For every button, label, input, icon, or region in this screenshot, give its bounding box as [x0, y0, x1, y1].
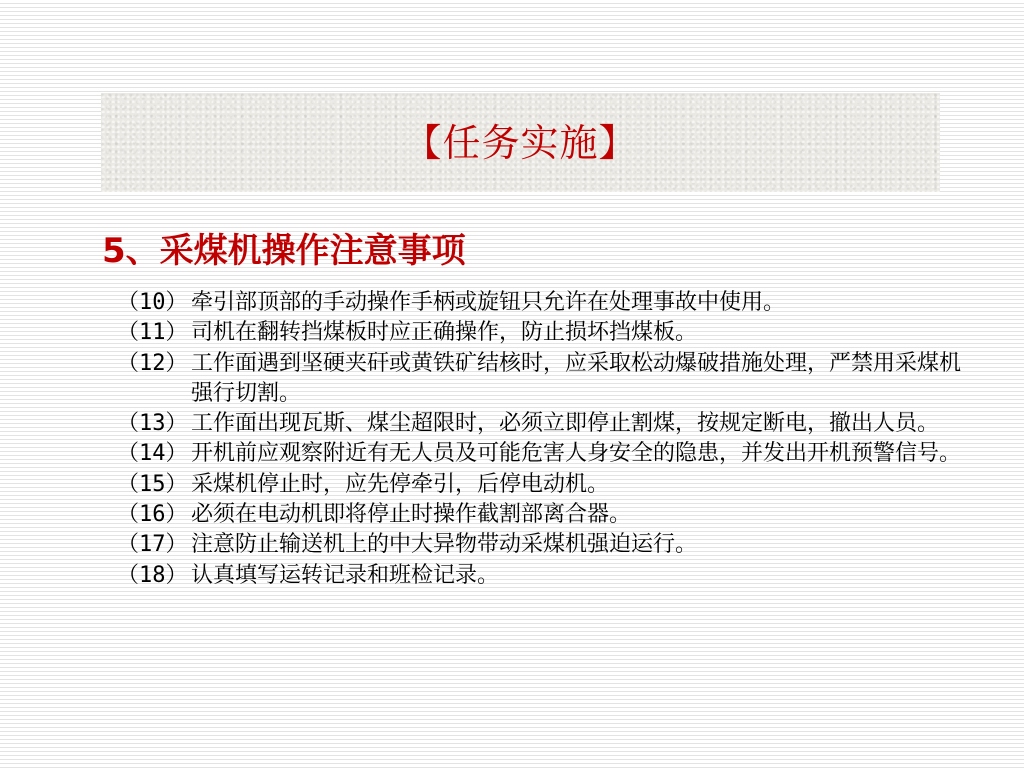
item-text: 必须在电动机即将停止时操作截割部离合器。	[191, 502, 632, 528]
list-item	[117, 561, 977, 591]
item-text: 工作面出现瓦斯、煤尘超限时，必须立即停止割煤，按规定断电，撤出人员。	[191, 411, 940, 437]
title-banner	[101, 93, 940, 192]
item-text: 开机前应观察附近有无人员及可能危害人身安全的隐患，并发出开机预警信号。	[191, 441, 962, 467]
item-number: （15）	[117, 471, 188, 497]
list-item	[117, 470, 977, 500]
list-item	[117, 500, 977, 530]
item-number: （13）	[117, 411, 188, 437]
precautions-list	[117, 288, 977, 591]
item-number: （18）	[117, 562, 188, 588]
slide-title: 【任务实施】	[403, 120, 638, 165]
item-text: 工作面遇到坚硬夹矸或黄铁矿结核时，应采取松动爆破措施处理，严禁用采煤机强行切割。	[191, 350, 962, 406]
item-number: （12）	[117, 350, 188, 376]
list-item	[117, 439, 977, 469]
item-text: 牵引部顶部的手动操作手柄或旋钮只允许在处理事故中使用。	[191, 290, 786, 315]
list-item	[117, 318, 977, 348]
item-text: 采煤机停止时，应先停牵引，后停电动机。	[191, 471, 610, 497]
item-number: （11）	[117, 320, 188, 346]
item-text: 认真填写运转记录和班检记录。	[191, 562, 500, 588]
list-item	[117, 530, 977, 560]
item-number: （10）	[117, 290, 188, 315]
list-item	[117, 349, 977, 410]
item-text: 注意防止输送机上的中大异物带动采煤机强迫运行。	[191, 532, 698, 558]
section-heading: 5、采煤机操作注意事项	[102, 231, 466, 271]
item-text: 司机在翻转挡煤板时应正确操作，防止损坏挡煤板。	[191, 320, 698, 346]
item-number: （17）	[117, 532, 188, 558]
item-number: （14）	[117, 441, 188, 467]
list-item	[117, 409, 977, 439]
item-number: （16）	[117, 502, 188, 528]
list-item	[117, 288, 977, 318]
